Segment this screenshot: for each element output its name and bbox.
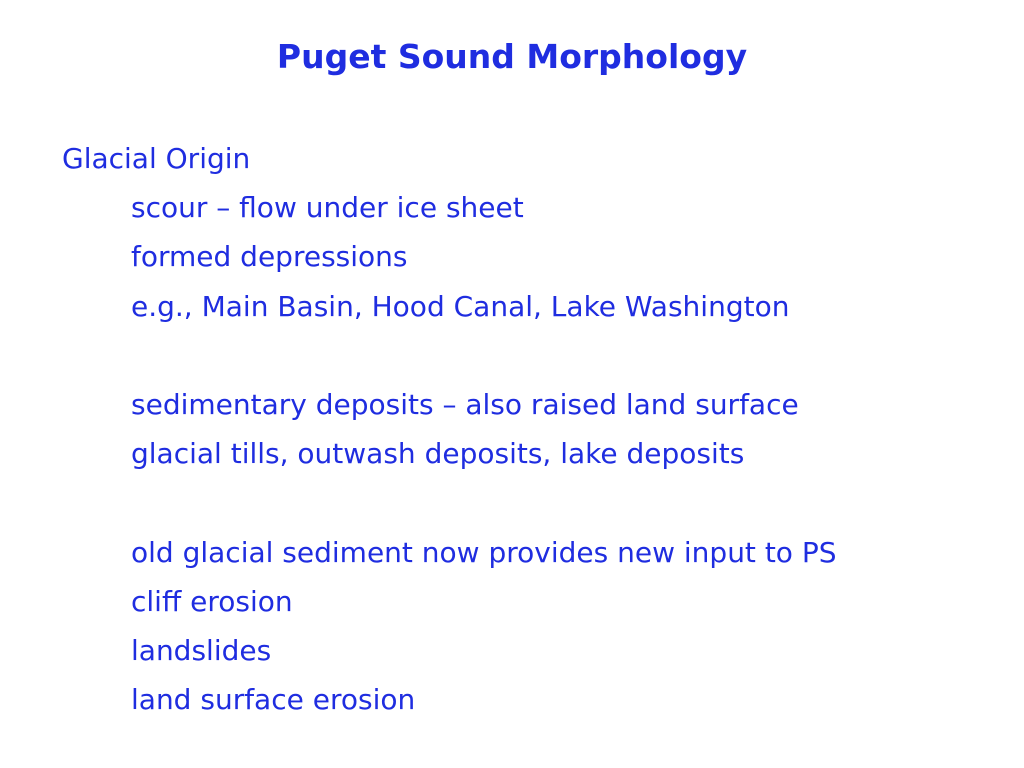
bullet-item: land surface erosion — [131, 683, 416, 717]
slide-body — [62, 134, 1002, 724]
bullet-item: old glacial sediment now provides new input to PS — [131, 535, 837, 569]
spacer — [62, 331, 1002, 380]
bullet-item: formed depressions — [131, 240, 408, 274]
spacer — [62, 478, 1002, 527]
bullet-item: sedimentary deposits – also raised land surface — [131, 387, 799, 421]
section-heading: Glacial Origin — [62, 142, 251, 175]
slide-title: Puget Sound Morphology — [276, 37, 748, 76]
bullet-item: glacial tills, outwash deposits, lake deposits — [131, 437, 745, 471]
bullet-item: landslides — [131, 633, 272, 667]
bullet-item: scour – flow under ice sheet — [131, 191, 524, 225]
bullet-item: cliff erosion — [131, 584, 293, 618]
bullet-item: e.g., Main Basin, Hood Canal, Lake Washington — [131, 289, 790, 323]
